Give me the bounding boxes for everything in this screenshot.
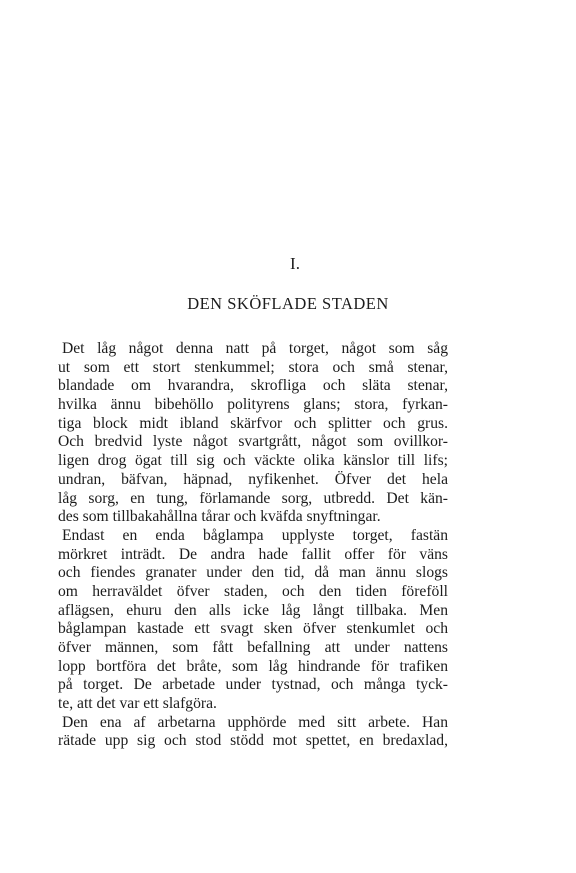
text-line: öfver männen, som fått befallning att under nattens bbox=[58, 639, 448, 656]
chapter-title: DEN SKÖFLADE STADEN bbox=[187, 294, 389, 313]
text-line: lopp bortföra det bråte, som låg hindrande för trafiken bbox=[58, 657, 448, 675]
text-line: båglampan kastade ett svagt sken öfver stenkumlet och bbox=[58, 620, 448, 638]
text-line: undran, bäfvan, häpnad, nyfikenhet. Öfver det hela bbox=[58, 470, 448, 488]
body-text bbox=[58, 340, 448, 751]
text-line: om herraväldet öfver staden, och den tiden föreföll bbox=[58, 582, 448, 600]
text-line: rätade upp sig och stod stödd mot spettet, en bredaxlad, bbox=[58, 732, 448, 750]
text-line: Det låg något denna natt på torget, något som såg bbox=[62, 340, 448, 357]
text-line: på torget. De arbetade under tystnad, och många tyck- bbox=[58, 676, 448, 694]
text-line: ligen drog ögat till sig och väckte olika känslor till lifs; bbox=[58, 452, 448, 470]
text-line: Endast en enda båglampa upplyste torget, fastän bbox=[62, 526, 448, 544]
text-line: och fiendes granater under den tid, då man ännu slogs bbox=[58, 564, 448, 582]
text-line: te, att det var ett slafgöra. bbox=[58, 695, 217, 713]
text-line: aflägsen, ehuru den alls icke låg långt tillbaka. Men bbox=[58, 601, 448, 619]
text-line: tiga block midt ibland skärfvor och splitter och grus. bbox=[58, 414, 448, 432]
text-line: des som tillbakahållna tårar och kväfda snyftningar. bbox=[58, 508, 381, 526]
text-line: ut som ett stort stenkummel; stora och små stenar, bbox=[58, 358, 448, 376]
text-line: Den ena af arbetarna upphörde med sitt arbete. Han bbox=[62, 713, 448, 731]
text-line: blandade om hvarandra, skrofliga och släta stenar, bbox=[58, 377, 448, 395]
text-line: låg sorg, en tung, förlamande sorg, utbredd. Det kän- bbox=[58, 489, 448, 507]
chapter-number: I. bbox=[290, 254, 300, 273]
text-line: Och bredvid lyste något svartgrått, något som ovillkor- bbox=[58, 433, 448, 451]
text-line: mörkret inträdt. De andra hade fallit offer för väns bbox=[58, 545, 448, 563]
text-line: hvilka ännu bibehöllo polityrens glans; stora, fyrkan- bbox=[58, 396, 448, 414]
